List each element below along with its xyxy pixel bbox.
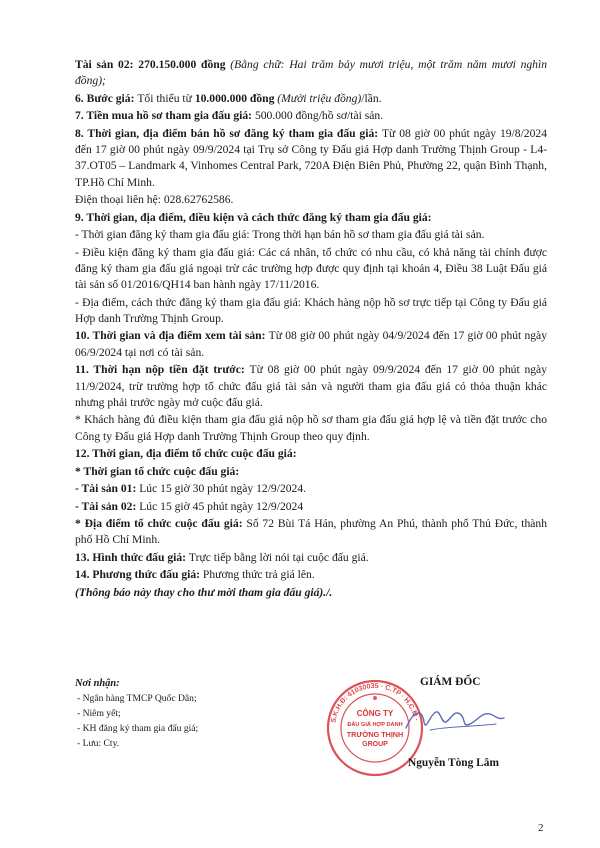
handwritten-signature — [400, 700, 510, 740]
section-7-dossier-fee: 7. Tiền mua hồ sơ tham gia đấu giá: 500.000 đồng/hồ sơ/tài sản. — [75, 109, 384, 123]
section-12-time-heading: * Thời gian tổ chức cuộc đấu giá: — [75, 464, 240, 478]
seal-line-1: CÔNG TY — [356, 709, 394, 718]
recipient-item: - Ngân hàng TMCP Quốc Dân; — [77, 693, 197, 704]
svg-text:S.K.H.Đ: 41030035 · C.TP · H.C: S.K.H.Đ: 41030035 · C.TP · H.C.M · — [330, 682, 420, 724]
signature-block — [330, 676, 560, 776]
section-8-dossier-sale: 8. Thời gian, địa điểm bán hồ sơ đăng ký tham gia đấu giá: Từ 08 giờ 00 phút ngày 19/8/2024 đến 17 giờ 00 phút ngày 09/9/2024 tại Trụ sở Công ty Đấu giá Hợp danh Trường Thịnh Group - L4-37.OT05 – Landmark 4, Vinhomes Central Park, 720A Điện Biên Phủ, Phường 22, quận Bình Thạnh, TP.Hồ Chí Minh. — [75, 126, 547, 189]
section-8-phone: Điện thoại liên hệ: 028.62762586. — [75, 193, 234, 207]
asset-2-price: Tài sản 02: 270.150.000 đồng (Bằng chữ: Hai trăm bảy mươi triệu, một trăm năm mươi nghìn đồng); — [75, 58, 547, 88]
section-12-place: * Địa điểm tổ chức cuộc đấu giá: Số 72 Bùi Tá Hán, phường An Phú, thành phố Thủ Đức, thành phố Hồ Chí Minh. — [75, 517, 548, 547]
section-9-registration-conditions: - Điều kiện đăng ký tham gia đấu giá: Các cá nhân, tổ chức có nhu cầu, có khả năng tài chính được đăng ký tham gia đấu giá ngoại trừ các trường hợp được quy định tại khoản 4, Điều 38 Luật Đấu giá tài sản số 01/2016/QH14 ban hành ngày 17/11/2016. — [75, 245, 547, 292]
section-12-asset-2-time: - Tài sản 02: Lúc 15 giờ 45 phút ngày 12/9/2024 — [75, 499, 304, 513]
seal-line-4: GROUP — [362, 741, 388, 748]
section-9-registration-method: - Địa điểm, cách thức đăng ký tham gia đấu giá: Khách hàng nộp hồ sơ trực tiếp tại Công ty Đấu giá Hợp danh Trường Thịnh Group. — [75, 295, 547, 325]
recipient-item: - Lưu: Cty. — [77, 738, 120, 749]
recipients-block — [75, 676, 295, 751]
section-11-note: * Khách hàng đủ điều kiện tham gia đấu giá nộp hồ sơ tham gia đấu giá hợp lệ và tiền đặt trước cho Công ty Đấu giá Hợp danh Trường Thịnh Group theo quy định. — [75, 413, 547, 443]
signer-name: Nguyễn Tòng Lâm — [408, 757, 499, 769]
announcement-body — [75, 57, 547, 602]
section-12-heading: 12. Thời gian, địa điểm tổ chức cuộc đấu giá: — [75, 447, 297, 461]
signer-title: GIÁM ĐỐC — [420, 676, 481, 688]
closing-note: (Thông báo này thay cho thư mời tham gia đấu giá)./. — [75, 585, 333, 599]
section-13-auction-form: 13. Hình thức đấu giá: Trực tiếp bằng lời nói tại cuộc đấu giá. — [75, 550, 369, 564]
section-9-heading: 9. Thời gian, địa điểm, điều kiện và cách thức đăng ký tham gia đấu giá: — [75, 210, 432, 224]
page-number: 2 — [538, 822, 544, 834]
seal-line-3: TRƯỜNG THỊNH — [346, 730, 404, 739]
section-9-registration-time: - Thời gian đăng ký tham gia đấu giá: Trong thời hạn bán hồ sơ tham gia đấu giá tài sản. — [75, 228, 485, 242]
recipient-item: - KH đăng ký tham gia đấu giá; — [77, 723, 199, 734]
section-11-deposit: 11. Thời hạn nộp tiền đặt trước: Từ 08 giờ 00 phút ngày 09/9/2024 đến 17 giờ 00 phút ngày 11/9/2024, trừ trường hợp tổ chức đấu giá tài sản và người tham gia đấu giá có thỏa thuận khác nhưng phải trước ngày mở cuộc đấu giá. — [75, 363, 547, 409]
section-12-asset-1-time: - Tài sản 01: Lúc 15 giờ 30 phút ngày 12/9/2024. — [75, 482, 307, 496]
recipient-item: - Niêm yết; — [77, 708, 121, 719]
section-14-auction-method: 14. Phương thức đấu giá: Phương thức trả giá lên. — [75, 568, 315, 582]
section-6-bid-step: 6. Bước giá: Tối thiểu từ 10.000.000 đồng (Mười triệu đồng)/lần. — [75, 91, 382, 105]
recipients-title: Nơi nhận: — [75, 678, 120, 689]
seal-line-2: ĐẤU GIÁ HỢP DANH — [347, 722, 403, 728]
section-10-viewing: 10. Thời gian và địa điểm xem tài sản: Từ 08 giờ 00 phút ngày 04/9/2024 đến 17 giờ 00 phút ngày 06/9/2024 tại nơi có tài sản. — [75, 329, 547, 359]
